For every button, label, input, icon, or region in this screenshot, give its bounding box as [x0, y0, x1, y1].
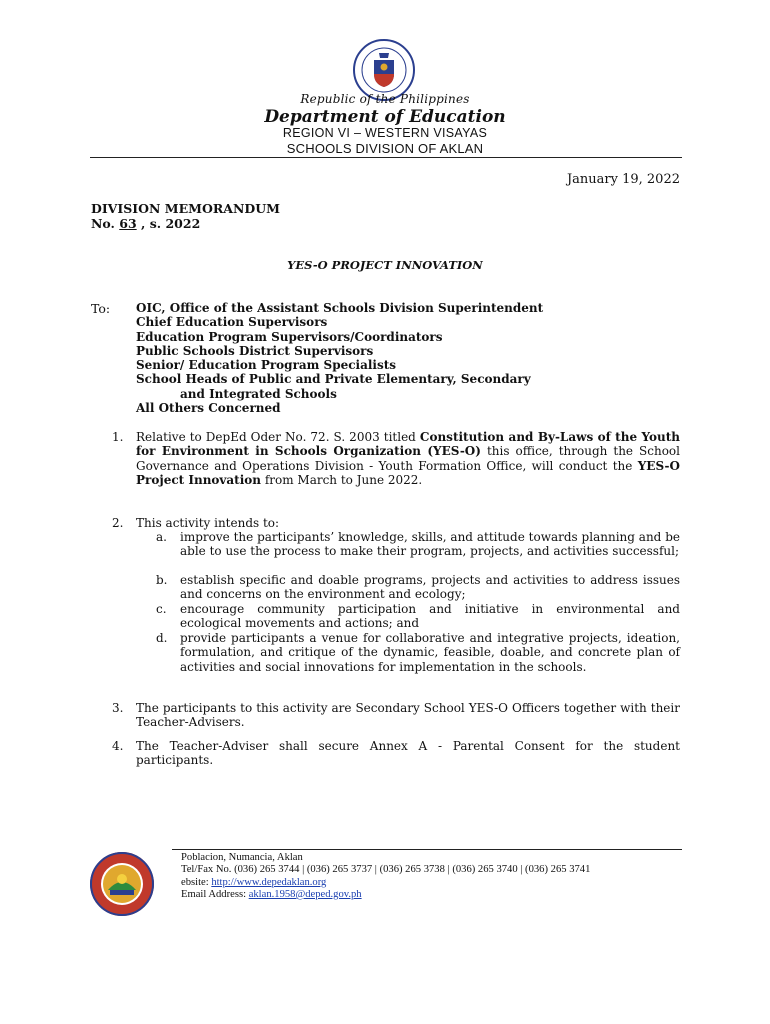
paragraph-text: The participants to this activity are Secondary School YES-O Officers together with their Teacher-Advisers. [136, 701, 680, 730]
recipient-item: All Others Concerned [136, 401, 281, 416]
to-label: To: [91, 301, 111, 316]
recipient-item: Senior/ Education Program Specialists [136, 358, 397, 373]
p1-text-c: this office, through the School Governance and Operations Division - Youth Formation Office, will conduct the [136, 444, 680, 473]
objective-text: provide participants a venue for collaborative and integrative projects, ideation, formulation, and critique of the dynamic, feasible, doable, and concrete plan of activities and social innovations for implementation in the schools. [180, 631, 680, 674]
recipient-item: Education Program Supervisors/Coordinators [136, 329, 443, 344]
p1-text-d: from March to June 2022. [261, 472, 423, 487]
p1-bold-project: YES-O Project Innovation [136, 458, 680, 487]
paragraph-4 [112, 739, 680, 768]
paragraph-text: This activity intends to: [136, 516, 280, 530]
objective-item [156, 602, 680, 631]
footer-contact [181, 852, 590, 901]
objective-item [156, 573, 680, 602]
objective-text: establish specific and doable programs, projects and activities to address issues and concerns on the environment and ecology; [180, 573, 680, 602]
memo-number [91, 216, 200, 231]
division-line: SCHOOLS DIVISION OF AKLAN [286, 141, 484, 156]
website-link[interactable]: http://www.depedaklan.org [211, 876, 327, 888]
website-label: ebsite: [181, 876, 212, 888]
republic-line: Republic of the Philippines [300, 92, 470, 106]
recipient-list [136, 301, 543, 415]
objective-text: encourage community participation and initiative in environmental and ecological movements and actions; and [180, 602, 680, 631]
objective-text: improve the participants’ knowledge, skills, and attitude towards planning and be able to use the process to make their program, projects, and activities successful; [180, 530, 680, 559]
memo-number-suffix: , s. 2022 [141, 216, 201, 231]
objective-letter: c. [156, 602, 167, 616]
objective-item [156, 530, 680, 559]
footer-divider [172, 849, 682, 850]
paragraph-number: 4. [112, 739, 124, 753]
p1-bold-title: Constitution and By-Laws of the Youth for Environment in Schools Organization (YES-O) [136, 430, 681, 459]
paragraph-1 [112, 430, 680, 487]
email-label: Email Address: [181, 888, 249, 900]
footer-email [181, 889, 590, 901]
paragraph-2 [112, 516, 680, 530]
objective-letter: b. [156, 573, 168, 587]
memo-number-value: 63 [119, 216, 137, 231]
recipient-item: and Integrated Schools [180, 386, 337, 401]
recipient-item: Public Schools District Supervisors [136, 343, 374, 358]
footer-website [181, 877, 590, 889]
footer-address: Poblacion, Numancia, Aklan [181, 852, 303, 863]
paragraph-3 [112, 701, 680, 730]
header-divider [90, 157, 682, 158]
objective-letter: a. [156, 530, 167, 544]
department-title: Department of Education [264, 107, 506, 127]
footer-tel: Tel/Fax No. (036) 265 3744 | (036) 265 3737 | (036) 265 3738 | (036) 265 3740 | (036) 265 3741 [181, 864, 591, 876]
paragraph-number: 3. [112, 701, 124, 715]
division-seal-icon [88, 850, 156, 918]
memo-title: DIVISION MEMORANDUM [91, 201, 280, 216]
region-line: REGION VI – WESTERN VISAYAS [282, 126, 488, 140]
paragraph-number: 2. [112, 516, 124, 530]
memo-date: January 19, 2022 [566, 172, 680, 187]
email-link[interactable]: aklan.1958@deped.gov.ph [248, 888, 362, 900]
memo-subject: YES-O PROJECT INNOVATION [287, 258, 483, 272]
memo-number-prefix: No. [91, 216, 115, 231]
p1-text-a: Relative to DepEd Oder No. 72. S. 2003 titled [136, 430, 420, 444]
objective-letter: d. [156, 631, 168, 645]
paragraph-number: 1. [112, 430, 124, 444]
paragraph-text [136, 430, 680, 487]
recipient-item: School Heads of Public and Private Elementary, Secondary [136, 372, 531, 387]
objective-item [156, 631, 680, 674]
recipient-item: OIC, Office of the Assistant Schools Division Superintendent [136, 301, 544, 315]
recipient-item: Chief Education Supervisors [136, 315, 328, 330]
paragraph-text: The Teacher-Adviser shall secure Annex A - Parental Consent for the student participants. [136, 739, 680, 768]
